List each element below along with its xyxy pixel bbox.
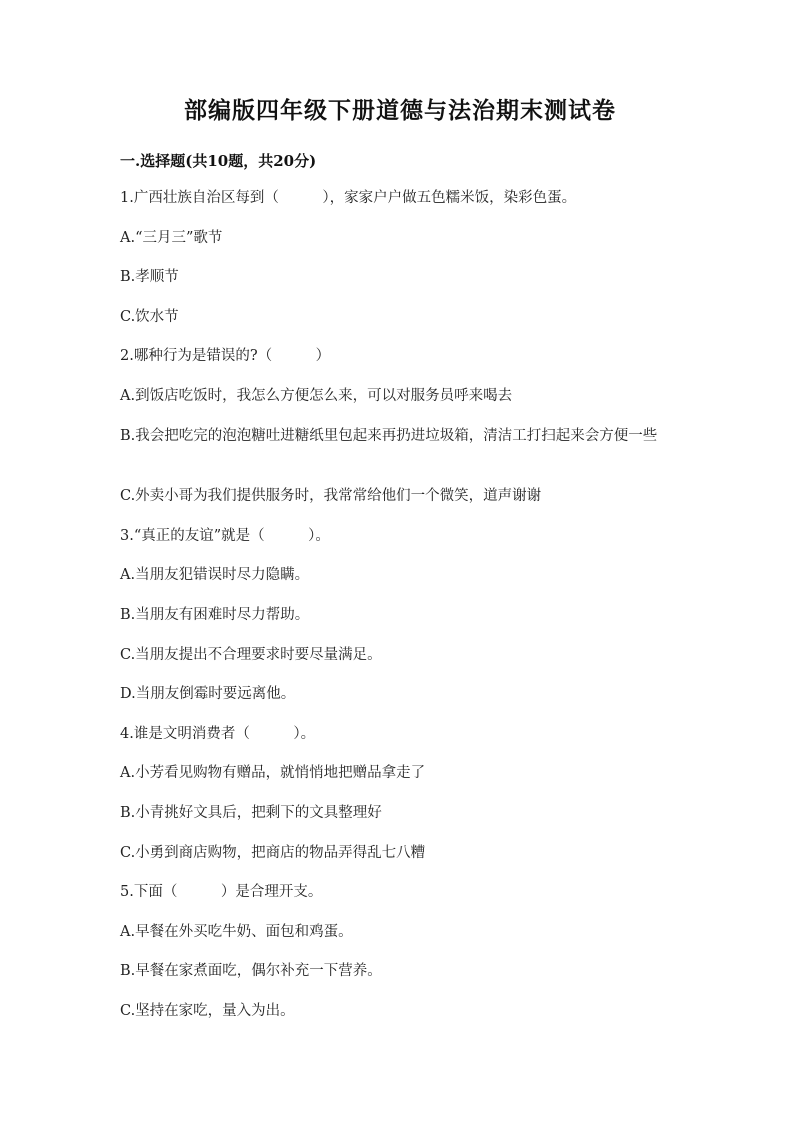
option-2-c: C.外卖小哥为我们提供服务时，我常常给他们一个微笑，道声谢谢	[120, 488, 542, 504]
option-2-b: B.我会把吃完的泡泡糖吐进糖纸里包起来再扔进垃圾箱，清洁工打扫起来会方便一些	[120, 428, 658, 444]
option-4-c: C.小勇到商店购物，把商店的物品弄得乱七八糟	[120, 845, 426, 861]
option-5-a: A.早餐在外买吃牛奶、面包和鸡蛋。	[120, 924, 353, 940]
option-1-a: A.“三月三”歌节	[120, 230, 223, 246]
option-3-a: A.当朋友犯错误时尽力隐瞒。	[120, 567, 310, 583]
option-5-c: C.坚持在家吃，量入为出。	[120, 1003, 295, 1019]
option-3-b: B.当朋友有困难时尽力帮助。	[120, 607, 310, 623]
option-3-d: D.当朋友倒霉时要远离他。	[120, 686, 296, 702]
option-5-b: B.早餐在家煮面吃，偶尔补充一下营养。	[120, 963, 382, 979]
option-2-a: A.到饭店吃饭时，我怎么方便怎么来，可以对服务员呼来喝去	[120, 388, 513, 404]
section-heading: 一.选择题(共10题，共20分)	[120, 152, 317, 170]
option-1-c: C.饮水节	[120, 309, 179, 325]
question-stem-4: 4.谁是文明消费者（ ）。	[120, 726, 316, 742]
option-3-c: C.当朋友提出不合理要求时要尽量满足。	[120, 647, 382, 663]
question-stem-3: 3.“真正的友谊”就是（ ）。	[120, 528, 330, 544]
question-stem-2: 2.哪种行为是错误的?（ ）	[120, 348, 331, 364]
page-title: 部编版四年级下册道德与法治期末测试卷	[184, 97, 616, 124]
option-1-b: B.孝顺节	[120, 269, 179, 285]
question-stem-5: 5.下面（ ）是合理开支。	[120, 884, 323, 900]
option-4-a: A.小芳看见购物有赠品，就悄悄地把赠品拿走了	[120, 765, 426, 781]
question-stem-1: 1.广西壮族自治区每到（ ），家家户户做五色糯米饭，染彩色蛋。	[120, 190, 577, 206]
option-4-b: B.小青挑好文具后，把剩下的文具整理好	[120, 805, 382, 821]
